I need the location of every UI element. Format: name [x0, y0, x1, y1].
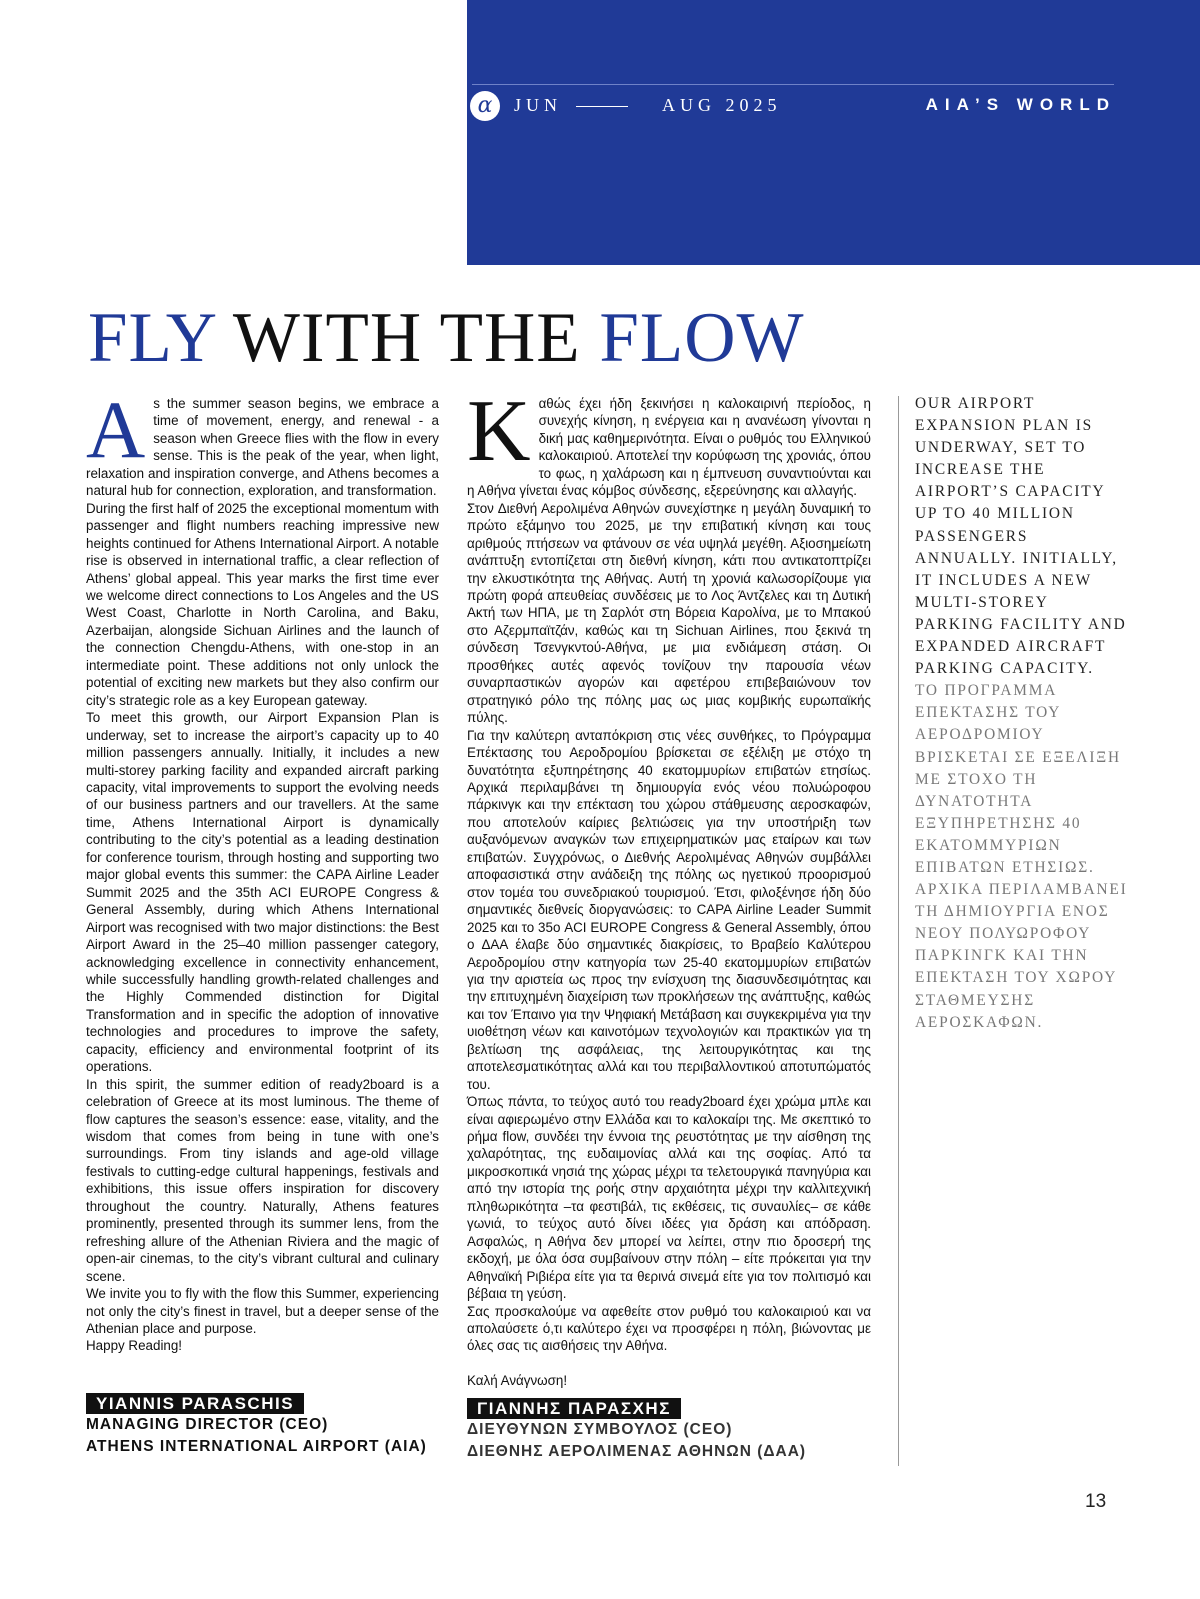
- signatory-company-greek: ΔΙΕΘΝΗΣ ΑΕΡΟΛΙΜΕΝΑΣ ΑΘΗΝΩΝ (ΔΑΑ): [467, 1443, 807, 1460]
- title-part-flow: FLOW: [599, 299, 805, 377]
- pull-quote-english: OUR AIRPORT EXPANSION PLAN IS UNDERWAY, SET TO INCREASE THE AIRPORT’S CAPACITY UP TO 40 MILLION PASSENGERS ANNUALLY. INITIALLY, IT INCLUDES A NEW MULTI-STOREY PARKING FACILITY AND EXPANDED AIRCRAFT PARKING CAPACITY.: [915, 395, 1127, 678]
- english-paragraph: In this spirit, the summer edition of ready2board is a celebration of Greece at its most luminous. The theme of flow captures the season’s essence: ease, vitality, and the wisdom that comes from being in tune with one’s surroundings. From tiny islands and age-old village festivals to cutting-edge cultural happenings, festivals and exhibitions, this issue offers inspiration for discovery throughout the country. Naturally, Athens features prominently, presented through its summer lens, from the refreshing allure of the Athenian Riviera and the magic of open-air cinemas, to the city’s vibrant cultural and culinary scene.: [86, 1076, 439, 1284]
- english-paragraph: We invite you to fly with the flow this Summer, experiencing not only the city’s finest in travel, but a deeper sense of the Athenian place and purpose.: [86, 1286, 439, 1337]
- issue-date-end: AUG 2025: [662, 95, 782, 115]
- greek-paragraph: Σας προσκαλούμε να αφεθείτε στον ρυθμό του καλοκαιριού και να απολαύσετε ό,τι καλύτερο έχει να προσφέρει η πόλη, βιώνοντας με όλες σας τις αισθήσεις την Αθήνα.: [467, 1303, 871, 1354]
- header-banner: [467, 0, 1200, 265]
- english-dropcap: A: [86, 384, 146, 475]
- section-title: AIA’S WORLD: [925, 95, 1116, 114]
- english-closing: Happy Reading!: [86, 1338, 183, 1354]
- title-part-fly: FLY: [88, 299, 216, 377]
- english-column: [86, 384, 439, 1355]
- column-divider: [898, 396, 899, 1466]
- page-number: 13: [1085, 1491, 1107, 1512]
- english-paragraph: During the first half of 2025 the exceptional momentum with passenger and flight numbers reaching impressive new heights continued for Athens International Airport. A notable rise is observed in international traffic, a clear reflection of Athens’ global appeal. This year marks the first time ever we welcome direct connections to Los Angeles and the US West Coast, Charlotte in North Carolina, and Baku, Azerbaijan, alongside Sichuan Airlines and the launch of the connection Chengdu-Athens, with one-stop in an intermediate point. These additions not only unlock the potential of exciting new markets but they also confirm our city’s strategic role as a key European gateway.: [86, 500, 439, 708]
- header-rule: [472, 84, 1114, 85]
- signatory-role-greek: ΔΙΕΥΘΥΝΩΝ ΣΥΜΒΟΥΛΟΣ (CEO): [467, 1421, 733, 1438]
- greek-signature: [467, 1398, 806, 1463]
- english-signature: [86, 1393, 427, 1458]
- greek-closing: Καλή Ανάγνωση!: [467, 1372, 568, 1388]
- title-part-with-the: WITH THE: [215, 299, 600, 377]
- pull-quote-greek: ΤΟ ΠΡΟΓΡΑΜΜΑ ΕΠΕΚΤΑΣΗΣ ΤΟΥ ΑΕΡΟΔΡΟΜΙΟΥ ΒΡΙΣΚΕΤΑΙ ΣΕ ΕΞΕΛΙΞΗ ΜΕ ΣΤΟΧΟ ΤΗ ΔΥΝΑΤΟΤΗΤΑ ΕΞΥΠΗΡΕΤΗΣΗΣ 40 ΕΚΑΤΟΜΜΥΡΙΩΝ ΕΠΙΒΑΤΩΝ ΕΤΗΣΙΩΣ. ΑΡΧΙΚΑ ΠΕΡΙΛΑΜΒΑΝΕΙ ΤΗ ΔΗΜΙΟΥΡΓΙΑ ΕΝΟΣ ΝΕΟΥ ΠΟΛΥΩΡΟΦΟΥ ΠΑΡΚΙΝΓΚ ΚΑΙ ΤΗΝ ΕΠΕΚΤΑΣΗ ΤΟΥ ΧΩΡΟΥ ΣΤΑΘΜΕΥΣΗΣ ΑΕΡΟΣΚΑΦΩΝ.: [915, 682, 1128, 1031]
- pull-quote: [915, 393, 1130, 1034]
- issue-date-divider: [576, 106, 628, 107]
- paragraph-gap: [467, 1355, 871, 1372]
- greek-paragraph: Όπως πάντα, το τεύχος αυτό του ready2board έχει χρώμα μπλε και είναι αφιερωμένο στην Ελλάδα και το καλοκαίρι της. Με σκεπτικό το ρήμα flow, συνδέει την έννοια της ρευστότητας με την αίσθηση της χαλαρότητας, της ευδαιμονίας αλλά και της σοφίας. Από τα μικροσκοπικά νησιά της χώρας μέχρι τα τελετουργικά πανηγύρια και από την ιστορία της ροής στην αρχαιότητα μέχρι την καλλιτεχνική πληθωρικότητα –τα φεστιβάλ, τις εκθέσεις, τις συναυλίες– σε κάθε γωνιά, το τεύχος αυτό δίνει ιδέες για δράση και απόδραση. Ασφαλώς, η Αθήνα δεν μπορεί να λείπει, στην πιο δροσερή της εκδοχή, με όλα όσα συμβαίνουν στην πόλη – είτε πρόκειται για την Αθηναϊκή Ριβιέρα είτε για τα θερινά σινεμά είτε για τον πολιτισμό και βέβαια τη γεύση.: [467, 1094, 871, 1302]
- magazine-logo-icon: α: [470, 91, 500, 121]
- signatory-role: MANAGING DIRECTOR (CEO): [86, 1416, 329, 1433]
- article-title: [88, 298, 805, 378]
- greek-column: [467, 383, 871, 1389]
- english-paragraph: s the summer season begins, we embrace a time of movement, energy, and renewal - a season when Greece flies with the flow in every sense. This is the peak of the year, when light, relaxation and inspiration converge, and Athens becomes a natural hub for connection, exploration, and transformation.: [86, 396, 439, 499]
- signatory-company: ATHENS INTERNATIONAL AIRPORT (AIA): [86, 1438, 427, 1455]
- issue-date-start: JUN: [514, 95, 563, 115]
- greek-paragraph: αθώς έχει ήδη ξεκινήσει η καλοκαιρινή περίοδος, η συνεχής κίνηση, η ενέργεια και η ανανέωση γίνονται η δική μας καθημερινότητα. Είναι ο ρυθμός του Ελληνικού καλοκαιριού. Αποτελεί την κορύφωση της χρονιάς, όπου το φως, η χαλάρωση και η έμπνευση συναντιούνται και η Αθήνα γίνεται ένας κόμβος σύνδεσης, εξερεύνησης και αλλαγής.: [467, 396, 871, 499]
- english-paragraph: To meet this growth, our Airport Expansion Plan is underway, set to increase the airport’s capacity up to 40 million passengers annually. Initially, it includes a new multi-storey parking facility and expanded aircraft parking capacity, vital improvements to support the evolving needs of our business partners and our travellers. At the same time, Athens International Airport is dynamically contributing to the city’s potential as a leading destination for conference tourism, through hosting and supporting two major global events this summer: the CAPA Airline Leader Summit 2025 and the 35th ACI EUROPE Congress & General Assembly, during which Athens International Airport was recognised with two major distinctions: the Best Airport Award in the 25–40 million passenger category, acknowledging excellence in connectivity enhancement, while successfully handling growth-related challenges and the Highly Commended distinction for Digital Transformation and in specific the adoption of innovative technologies and procedures to improve the safety, capacity, efficiency and environmental footprint of its operations.: [86, 710, 439, 1075]
- greek-paragraph: Για την καλύτερη ανταπόκριση στις νέες συνθήκες, το Πρόγραμμα Επέκτασης του Αεροδρομίου βρίσκεται σε εξέλιξη με στόχο τη δυνατότητα εξυπηρέτησης 40 εκατομμυρίων επιβατών ετησίως. Αρχικά περιλαμβάνει τη δημιουργία ενός νέου πολυώροφου πάρκινγκ και την επέκταση του χώρου στάθμευσης αεροσκαφών, που αποτελούν καίριες βελτιώσεις για την υποστήριξη των αυξανόμενων αναγκών των επιχειρηματικών μας εταίρων και των επιβατών. Συγχρόνως, ο Διεθνής Αερολιμένας Αθηνών συμβάλλει αποφασιστικά στην ανάδειξη της πόλης ως ηγετικού προορισμού στον τομέα του συνεδριακού τουρισμού. Έτσι, φιλοξένησε ήδη δύο σημαντικές διεθνείς διοργανώσεις: το CAPA Airline Leader Summit 2025 και το 35ο ACI EUROPE Congress & General Assembly, όπου ο ΔΑΑ έλαβε δύο σημαντικές διακρίσεις, το Βραβείο Καλύτερου Αεροδρομίου στην κατηγορία των 25-40 εκατομμυρίων επιβατών για την αριστεία ως προς την ενίσχυση της διασυνδεσιμότητας και την επιτυχημένη διαχείριση των προκλήσεων της ανάπτυξης, καθώς και τον Έπαινο για την Ψηφιακή Μετάβαση και συγκεκριμένα για την υιοθέτηση νέων και καινοτόμων τεχνολογιών και πρακτικών για τη βελτίωση της ασφάλειας, της λειτουργικότητας και της αποτελεσματικότητας αλλά και του περιβαλλοντικού αποτυπώματός του.: [467, 727, 871, 1092]
- signatory-name-greek: ΓΙΑΝΝΗΣ ΠΑΡΑΣΧΗΣ: [467, 1398, 681, 1419]
- signatory-name: YIANNIS PARASCHIS: [86, 1393, 304, 1414]
- greek-dropcap: Κ: [467, 383, 531, 480]
- greek-paragraph: Στον Διεθνή Αερολιμένα Αθηνών συνεχίστηκε η μεγάλη δυναμική το πρώτο εξάμηνο του 2025, με την επιβατική κίνηση και τους αριθμούς πτήσεων να φτάνουν σε νέα υψηλά μεγέθη. Αξιοσημείωτη ανάπτυξη εντοπίζεται στη διεθνή κίνηση, κάτι που αντικατοπτρίζει την ελκυστικότητα της Αθήνας. Αυτή τη χρονιά καλωσορίζουμε για πρώτη φορά απευθείας συνδέσεις με το Λος Άντζελες και τη Δυτική Ακτή των ΗΠΑ, με τη Σαρλότ στη Βόρεια Καρολίνα, με το Μπακού στο Αζερμπαϊτζάν, καθώς και τη Sichuan Airlines, που ξεκινά τη σύνδεση Τσενγκντού-Αθήνα, με μια ενδιάμεση στάση. Οι προσθήκες αυτές αφενός τονίζουν την παρουσία νέων συναρπαστικών αγορών και αφετέρου επιβεβαιώνουν τον στρατηγικό ρόλο της πόλης μας ως μιας κομβικής ευρωπαϊκής πύλης.: [467, 500, 871, 726]
